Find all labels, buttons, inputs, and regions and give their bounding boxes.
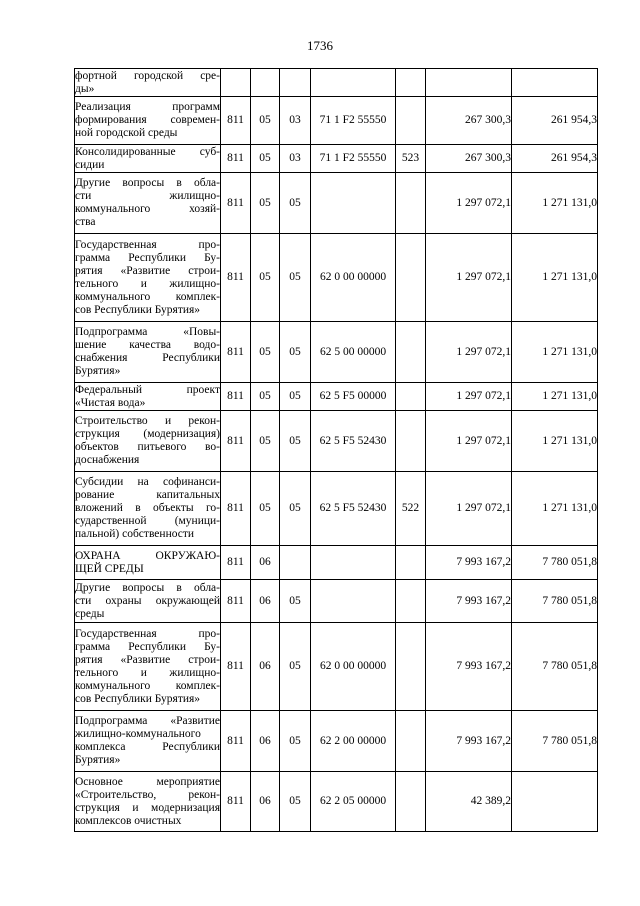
subsection-cell: 05: [280, 322, 311, 383]
sum-year2-cell: 1 271 131,0: [512, 383, 598, 411]
expense-type-cell: [396, 580, 426, 623]
item-name-cell: [75, 234, 221, 322]
item-name-cell: [75, 472, 221, 546]
subsection-cell: 05: [280, 234, 311, 322]
item-name-cell: [75, 772, 221, 832]
target-article-cell: 71 1 F2 55550: [311, 97, 396, 145]
admin-code-cell: 811: [221, 234, 251, 322]
table-row: [75, 173, 598, 234]
target-article-cell: [311, 69, 396, 97]
expense-type-cell: [396, 623, 426, 711]
item-name-line: снабжения Республики: [75, 352, 220, 364]
item-name-line: сов Республики Бурятия»: [75, 692, 201, 705]
table-row: [75, 69, 598, 97]
item-name-line: «Строительство, рекон-: [75, 788, 220, 801]
table-row: [75, 97, 598, 145]
expense-type-cell: [396, 69, 426, 97]
expense-type-cell: [396, 173, 426, 234]
target-article-cell: [311, 546, 396, 580]
subsection-cell: 03: [280, 145, 311, 173]
item-name-line: ОХРАНА ОКРУЖАЮ-: [75, 549, 220, 562]
item-name-line: Субсидии на софинанси-: [75, 476, 220, 488]
item-name-line: тельного и жилищно-: [75, 277, 220, 290]
item-name-line: среды: [75, 607, 105, 620]
expense-type-cell: [396, 322, 426, 383]
table-row: [75, 234, 598, 322]
item-name-line: Федеральный проект: [75, 383, 220, 396]
sum-year1-cell: 7 993 167,2: [426, 580, 512, 623]
admin-code-cell: 811: [221, 472, 251, 546]
item-name-line: ды»: [75, 82, 95, 95]
target-article-cell: 62 5 F5 00000: [311, 383, 396, 411]
sum-year2-cell: 1 271 131,0: [512, 322, 598, 383]
item-name-line: Другие вопросы в обла-: [75, 177, 220, 189]
section-cell: 05: [251, 322, 280, 383]
sum-year1-cell: 42 389,2: [426, 772, 512, 832]
sum-year1-cell: [426, 69, 512, 97]
item-name-line: объектов питьевого во-: [75, 441, 220, 453]
subsection-cell: 05: [280, 623, 311, 711]
sum-year1-cell: 267 300,3: [426, 145, 512, 173]
sum-year2-cell: 7 780 051,8: [512, 546, 598, 580]
subsection-cell: [280, 69, 311, 97]
sum-year1-cell: 7 993 167,2: [426, 711, 512, 772]
sum-year2-cell: 1 271 131,0: [512, 472, 598, 546]
admin-code-cell: 811: [221, 623, 251, 711]
admin-code-cell: 811: [221, 97, 251, 145]
item-name-cell: [75, 546, 221, 580]
sum-year2-cell: 1 271 131,0: [512, 173, 598, 234]
item-name-line: коммунального комплек-: [75, 290, 220, 303]
admin-code-cell: 811: [221, 711, 251, 772]
target-article-cell: 62 2 05 00000: [311, 772, 396, 832]
item-name-cell: [75, 322, 221, 383]
item-name-line: шение качества водо-: [75, 339, 220, 351]
table-row: [75, 322, 598, 383]
item-name-line: пальной) собственности: [75, 528, 195, 540]
sum-year2-cell: 7 780 051,8: [512, 711, 598, 772]
item-name-line: Государственная про-: [75, 627, 220, 640]
sum-year2-cell: 1 271 131,0: [512, 234, 598, 322]
section-cell: 06: [251, 580, 280, 623]
item-name-cell: [75, 711, 221, 772]
target-article-cell: [311, 580, 396, 623]
item-name-line: ной городской среды: [75, 127, 178, 139]
subsection-cell: 03: [280, 97, 311, 145]
table-row: [75, 711, 598, 772]
item-name-line: ЩЕЙ СРЕДЫ: [75, 562, 144, 575]
section-cell: [251, 69, 280, 97]
item-name-line: тельного и жилищно-: [75, 666, 220, 679]
item-name-line: струкция (модернизация): [75, 428, 220, 440]
admin-code-cell: 811: [221, 546, 251, 580]
subsection-cell: 05: [280, 411, 311, 472]
item-name-line: Другие вопросы в обла-: [75, 581, 220, 594]
sum-year1-cell: 1 297 072,1: [426, 173, 512, 234]
item-name-cell: [75, 580, 221, 623]
expense-type-cell: [396, 772, 426, 832]
section-cell: 05: [251, 145, 280, 173]
sum-year2-cell: 261 954,3: [512, 145, 598, 173]
item-name-line: грамма Республики Бу-: [75, 251, 220, 264]
item-name-line: фортной городской сре-: [75, 69, 220, 82]
item-name-line: струкция и модернизация: [75, 801, 220, 814]
sum-year2-cell: 7 780 051,8: [512, 623, 598, 711]
admin-code-cell: 811: [221, 145, 251, 173]
target-article-cell: 71 1 F2 55550: [311, 145, 396, 173]
expense-type-cell: [396, 383, 426, 411]
item-name-line: сидии: [75, 158, 105, 171]
item-name-cell: [75, 145, 221, 173]
subsection-cell: 05: [280, 173, 311, 234]
item-name-line: рятия «Развитие строи-: [75, 653, 220, 666]
subsection-cell: 05: [280, 472, 311, 546]
item-name-line: сударственной (муници-: [75, 515, 220, 527]
item-name-cell: [75, 411, 221, 472]
section-cell: 05: [251, 411, 280, 472]
subsection-cell: 05: [280, 711, 311, 772]
admin-code-cell: 811: [221, 173, 251, 234]
admin-code-cell: 811: [221, 580, 251, 623]
item-name-line: формирования современ-: [75, 114, 220, 126]
item-name-line: ства: [75, 216, 96, 228]
item-name-line: грамма Республики Бу-: [75, 640, 220, 653]
item-name-line: Государственная про-: [75, 238, 220, 251]
target-article-cell: 62 0 00 00000: [311, 234, 396, 322]
item-name-line: Бурятия»: [75, 365, 121, 377]
table-row: [75, 546, 598, 580]
admin-code-cell: 811: [221, 411, 251, 472]
admin-code-cell: 811: [221, 322, 251, 383]
sum-year1-cell: 1 297 072,1: [426, 411, 512, 472]
table-row: [75, 145, 598, 173]
expense-type-cell: 523: [396, 145, 426, 173]
expense-type-cell: 522: [396, 472, 426, 546]
sum-year2-cell: 7 780 051,8: [512, 580, 598, 623]
sum-year1-cell: 1 297 072,1: [426, 383, 512, 411]
item-name-line: сов Республики Бурятия»: [75, 303, 201, 316]
sum-year2-cell: 261 954,3: [512, 97, 598, 145]
subsection-cell: 05: [280, 772, 311, 832]
item-name-cell: [75, 69, 221, 97]
item-name-line: Основное мероприятие: [75, 775, 220, 788]
table-row: [75, 580, 598, 623]
sum-year2-cell: [512, 772, 598, 832]
subsection-cell: [280, 546, 311, 580]
item-name-cell: [75, 97, 221, 145]
item-name-line: Реализация программ: [75, 101, 220, 113]
sum-year1-cell: 267 300,3: [426, 97, 512, 145]
admin-code-cell: 811: [221, 383, 251, 411]
item-name-line: комплекса Республики: [75, 741, 220, 753]
table-row: [75, 623, 598, 711]
item-name-line: доснабжения: [75, 454, 140, 466]
section-cell: 06: [251, 546, 280, 580]
expense-type-cell: [396, 411, 426, 472]
section-cell: 05: [251, 97, 280, 145]
item-name-cell: [75, 623, 221, 711]
item-name-cell: [75, 173, 221, 234]
sum-year1-cell: 1 297 072,1: [426, 472, 512, 546]
budget-table: [74, 68, 598, 832]
item-name-line: комплексов очистных: [75, 814, 182, 827]
table-row: [75, 411, 598, 472]
table-row: [75, 772, 598, 832]
table-row: [75, 383, 598, 411]
item-name-line: сти жилищно-: [75, 190, 220, 202]
section-cell: 05: [251, 173, 280, 234]
expense-type-cell: [396, 711, 426, 772]
sum-year1-cell: 7 993 167,2: [426, 623, 512, 711]
target-article-cell: [311, 173, 396, 234]
subsection-cell: 05: [280, 383, 311, 411]
sum-year1-cell: 1 297 072,1: [426, 234, 512, 322]
section-cell: 05: [251, 383, 280, 411]
target-article-cell: 62 2 00 00000: [311, 711, 396, 772]
expense-type-cell: [396, 234, 426, 322]
item-name-line: сти охраны окружающей: [75, 594, 220, 607]
item-name-line: Консолидированные суб-: [75, 145, 220, 158]
target-article-cell: 62 5 F5 52430: [311, 411, 396, 472]
subsection-cell: 05: [280, 580, 311, 623]
item-name-line: коммунального комплек-: [75, 679, 220, 692]
admin-code-cell: [221, 69, 251, 97]
section-cell: 06: [251, 772, 280, 832]
table-row: [75, 472, 598, 546]
target-article-cell: 62 5 00 00000: [311, 322, 396, 383]
item-name-line: вложений в объекты го-: [75, 502, 220, 514]
item-name-line: коммунального хозяй-: [75, 203, 220, 215]
expense-type-cell: [396, 546, 426, 580]
section-cell: 05: [251, 234, 280, 322]
item-name-line: «Чистая вода»: [75, 396, 146, 409]
sum-year2-cell: [512, 69, 598, 97]
item-name-line: рятия «Развитие строи-: [75, 264, 220, 277]
item-name-line: Подпрограмма «Развитие: [75, 715, 220, 727]
item-name-line: рование капитальных: [75, 489, 220, 501]
sum-year1-cell: 1 297 072,1: [426, 322, 512, 383]
sum-year1-cell: 7 993 167,2: [426, 546, 512, 580]
item-name-cell: [75, 383, 221, 411]
section-cell: 05: [251, 472, 280, 546]
section-cell: 06: [251, 711, 280, 772]
sum-year2-cell: 1 271 131,0: [512, 411, 598, 472]
expense-type-cell: [396, 97, 426, 145]
target-article-cell: 62 5 F5 52430: [311, 472, 396, 546]
item-name-line: жилищно-коммунального: [75, 728, 201, 740]
admin-code-cell: 811: [221, 772, 251, 832]
page-number: 1736: [307, 38, 333, 53]
item-name-line: Строительство и рекон-: [75, 415, 220, 427]
item-name-line: Подпрограмма «Повы-: [75, 326, 220, 338]
target-article-cell: 62 0 00 00000: [311, 623, 396, 711]
item-name-line: Бурятия»: [75, 754, 121, 766]
section-cell: 06: [251, 623, 280, 711]
